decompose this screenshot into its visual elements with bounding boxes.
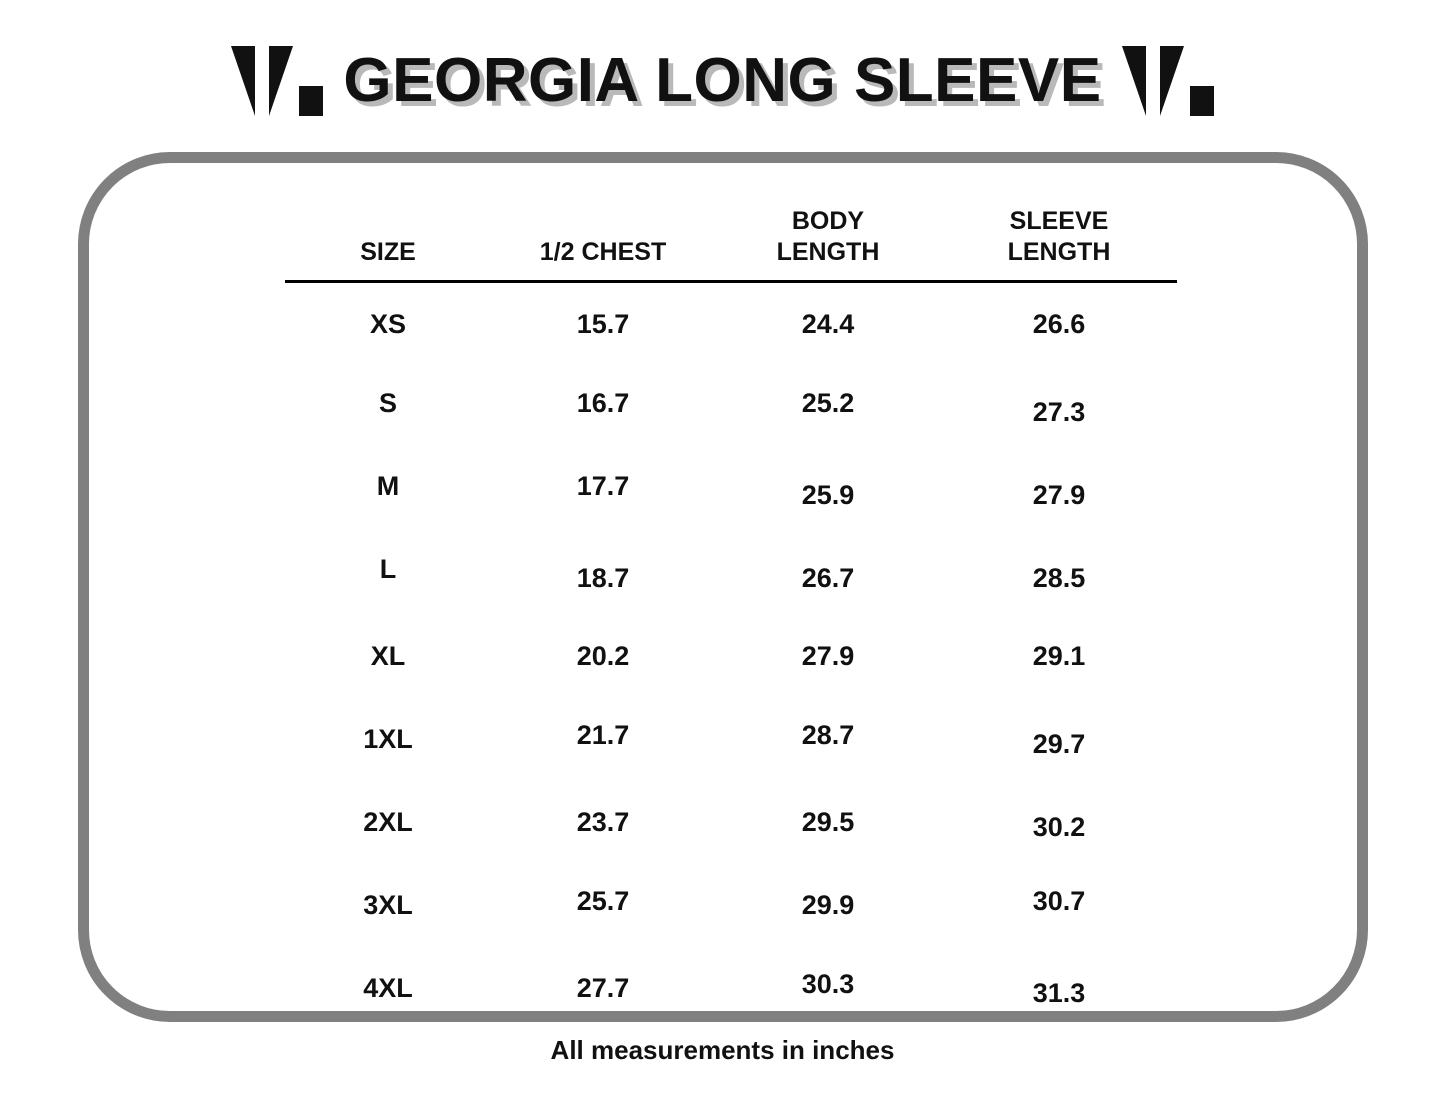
cell-body-length: 25.2 <box>801 388 855 418</box>
cell-sleeve-length: 27.3 <box>1032 397 1086 427</box>
cell-half-chest: 17.7 <box>576 471 630 501</box>
page-title: GEORGIA LONG SLEEVE <box>343 46 1102 115</box>
size-chart-table-wrapper <box>285 182 1177 1030</box>
table-row <box>285 781 1177 864</box>
column-header-sleeve-length-line1: SLEEVE <box>1009 206 1109 235</box>
cell-body-length: 30.3 <box>801 969 855 999</box>
cell-body-length: 24.4 <box>801 309 855 339</box>
cell-size: XS <box>369 309 407 339</box>
cell-body-length: 29.9 <box>801 890 855 920</box>
column-header-half-chest <box>491 182 715 282</box>
cell-body-length: 26.7 <box>801 563 855 593</box>
cell-half-chest: 21.7 <box>576 720 630 750</box>
size-chart-table <box>285 182 1177 1030</box>
column-header-size-line1: SIZE <box>360 237 416 266</box>
cell-sleeve-length: 29.7 <box>1032 729 1086 759</box>
cell-half-chest: 27.7 <box>576 973 630 1003</box>
brand-v-logo-left-icon <box>229 42 325 120</box>
cell-sleeve-length: 29.1 <box>1032 641 1086 671</box>
cell-sleeve-length: 27.9 <box>1032 480 1086 510</box>
table-row <box>285 366 1177 449</box>
table-row <box>285 615 1177 698</box>
column-header-body-length <box>715 182 941 282</box>
column-header-body-length-line1: BODY <box>791 206 865 235</box>
cell-size: 3XL <box>363 890 413 920</box>
cell-size: 1XL <box>363 724 413 754</box>
table-row <box>285 282 1177 367</box>
table-row <box>285 449 1177 532</box>
cell-size: 4XL <box>363 973 413 1003</box>
brand-v-logo-right-icon <box>1120 42 1216 120</box>
cell-half-chest: 18.7 <box>576 563 630 593</box>
cell-half-chest: 16.7 <box>576 388 630 418</box>
cell-half-chest: 15.7 <box>576 309 630 339</box>
cell-sleeve-length: 30.7 <box>1032 886 1086 916</box>
cell-half-chest: 20.2 <box>576 641 630 671</box>
column-header-half-chest-line1: 1/2 CHEST <box>539 237 667 266</box>
cell-sleeve-length: 28.5 <box>1032 563 1086 593</box>
table-row <box>285 532 1177 615</box>
table-header-row <box>285 182 1177 282</box>
measurements-footnote: All measurements in inches <box>550 1035 895 1065</box>
column-header-body-length-line2: LENGTH <box>776 237 880 266</box>
table-row <box>285 947 1177 1030</box>
table-body <box>285 282 1177 1031</box>
cell-sleeve-length: 31.3 <box>1032 978 1086 1008</box>
column-header-sleeve-length <box>941 182 1177 282</box>
cell-half-chest: 25.7 <box>576 886 630 916</box>
cell-size: M <box>376 471 400 501</box>
cell-sleeve-length: 26.6 <box>1032 309 1086 339</box>
cell-sleeve-length: 30.2 <box>1032 812 1086 842</box>
cell-size: 2XL <box>363 807 413 837</box>
table-row <box>285 864 1177 947</box>
cell-size: S <box>378 388 397 418</box>
column-header-sleeve-length-line2: LENGTH <box>1007 237 1111 266</box>
table-row <box>285 698 1177 781</box>
table-header <box>285 182 1177 282</box>
cell-body-length: 25.9 <box>801 480 855 510</box>
page-header <box>0 26 1445 136</box>
cell-size: XL <box>370 641 406 671</box>
cell-body-length: 29.5 <box>801 807 855 837</box>
column-header-size <box>285 182 491 282</box>
cell-size: L <box>379 554 397 584</box>
cell-half-chest: 23.7 <box>576 807 630 837</box>
cell-body-length: 28.7 <box>801 720 855 750</box>
cell-body-length: 27.9 <box>801 641 855 671</box>
